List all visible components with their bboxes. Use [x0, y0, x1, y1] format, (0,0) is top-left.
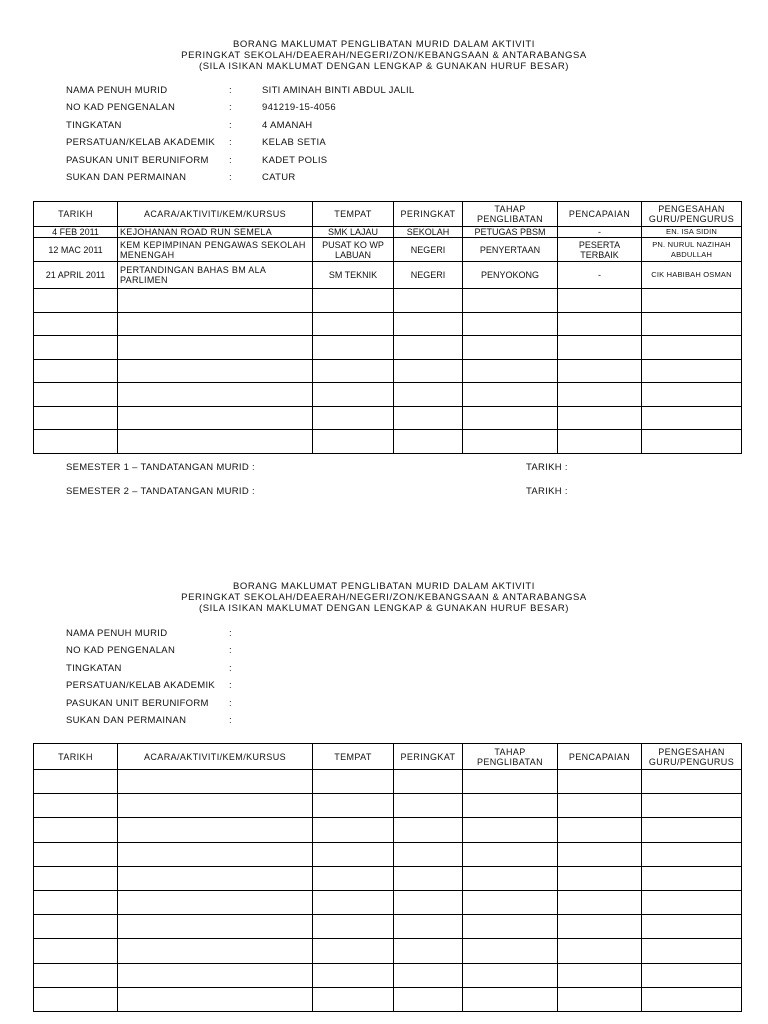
table-row-empty	[34, 963, 742, 987]
col-header-tempat: TEMPAT	[313, 744, 394, 770]
cell-tarikh[interactable]: 4 FEB 2011	[34, 227, 118, 238]
empty-cell[interactable]	[118, 336, 313, 360]
cell-tahap[interactable]: PETUGAS PBSM	[463, 227, 558, 238]
empty-cell[interactable]	[313, 818, 394, 842]
empty-cell[interactable]	[394, 818, 463, 842]
empty-cell[interactable]	[394, 770, 463, 794]
empty-cell[interactable]	[558, 430, 642, 454]
empty-cell[interactable]	[463, 987, 558, 1011]
table-row-empty	[34, 794, 742, 818]
empty-cell[interactable]	[34, 289, 118, 313]
col-header-acara: ACARA/AKTIVITI/KEM/KURSUS	[118, 744, 313, 770]
semester-2-signature: SEMESTER 2 – TANDATANGAN MURID :	[66, 486, 255, 497]
field-colon: :	[229, 714, 232, 726]
field-value[interactable]: CATUR	[262, 171, 296, 183]
empty-cell[interactable]	[118, 866, 313, 890]
form-1-header	[0, 39, 768, 72]
table-row-empty	[34, 383, 742, 407]
field-colon: :	[229, 680, 232, 692]
empty-cell[interactable]	[558, 383, 642, 407]
field-value[interactable]: KADET POLIS	[262, 154, 328, 166]
field-colon: :	[229, 697, 232, 709]
col-header-acara: ACARA/AKTIVITI/KEM/KURSUS	[118, 202, 313, 227]
empty-cell[interactable]	[558, 359, 642, 383]
header-line-1: BORANG MAKLUMAT PENGLIBATAN MURID DALAM AKTIVITI	[232, 581, 536, 592]
cell-acara[interactable]: KEJOHANAN ROAD RUN SEMELA	[118, 227, 313, 238]
cell-tahap[interactable]: PENYERTAAN	[463, 238, 558, 262]
empty-cell[interactable]	[34, 383, 118, 407]
table-row-empty	[34, 359, 742, 383]
field-colon: :	[229, 137, 232, 149]
empty-cell[interactable]	[394, 406, 463, 430]
table-header-row	[34, 202, 742, 227]
activity-table-2	[33, 743, 742, 1012]
empty-cell[interactable]	[34, 430, 118, 454]
table-row-empty	[34, 842, 742, 866]
empty-cell[interactable]	[394, 312, 463, 336]
table-row	[34, 262, 742, 289]
field-colon: :	[229, 662, 232, 674]
empty-cell[interactable]	[463, 359, 558, 383]
field-colon: :	[229, 119, 232, 131]
cell-pengesahan[interactable]: CIK HABIBAH OSMAN	[642, 262, 742, 289]
empty-cell[interactable]	[34, 939, 118, 963]
empty-cell[interactable]	[463, 289, 558, 313]
empty-cell[interactable]	[558, 289, 642, 313]
field-label: SUKAN DAN PERMAINAN	[66, 714, 187, 726]
table-row	[34, 238, 742, 262]
empty-cell[interactable]	[642, 818, 742, 842]
table-row-empty	[34, 289, 742, 313]
empty-cell[interactable]	[34, 359, 118, 383]
col-header-peringkat: PERINGKAT	[394, 202, 463, 227]
col-header-tarikh: TARIKH	[34, 744, 118, 770]
empty-cell[interactable]	[118, 794, 313, 818]
table-row-empty	[34, 890, 742, 914]
empty-cell[interactable]	[118, 963, 313, 987]
empty-cell[interactable]	[34, 842, 118, 866]
empty-cell[interactable]	[463, 770, 558, 794]
empty-cell[interactable]	[558, 939, 642, 963]
semester-1-date: TARIKH :	[526, 462, 568, 473]
field-label: NO KAD PENGENALAN	[66, 645, 176, 657]
empty-cell[interactable]	[558, 842, 642, 866]
empty-cell[interactable]	[463, 866, 558, 890]
field-colon: :	[229, 171, 232, 183]
field-colon: :	[229, 102, 232, 114]
empty-cell[interactable]	[313, 406, 394, 430]
empty-cell[interactable]	[313, 430, 394, 454]
cell-acara[interactable]: PERTANDINGAN BAHAS BM ALA PARLIMEN	[118, 262, 313, 289]
empty-cell[interactable]	[558, 770, 642, 794]
empty-cell[interactable]	[118, 383, 313, 407]
empty-cell[interactable]	[313, 312, 394, 336]
empty-cell[interactable]	[558, 406, 642, 430]
empty-cell[interactable]	[34, 312, 118, 336]
activity-table-1	[33, 201, 742, 454]
col-header-pengesahan: PENGESAHAN GURU/PENGURUS	[642, 202, 742, 227]
empty-cell[interactable]	[394, 866, 463, 890]
empty-cell[interactable]	[313, 866, 394, 890]
empty-cell[interactable]	[394, 359, 463, 383]
empty-cell[interactable]	[34, 987, 118, 1011]
cell-acara[interactable]: KEM KEPIMPINAN PENGAWAS SEKOLAH MENENGAH	[118, 238, 313, 262]
field-label: PASUKAN UNIT BERUNIFORM	[66, 697, 209, 709]
empty-cell[interactable]	[394, 383, 463, 407]
empty-cell[interactable]	[394, 794, 463, 818]
field-value[interactable]: 4 AMANAH	[262, 119, 313, 131]
cell-peringkat[interactable]: SEKOLAH	[394, 227, 463, 238]
field-label: SUKAN DAN PERMAINAN	[66, 171, 187, 183]
field-value[interactable]: KELAB SETIA	[262, 137, 327, 149]
semester-1-signature: SEMESTER 1 – TANDATANGAN MURID :	[66, 462, 255, 473]
col-header-tarikh: TARIKH	[34, 202, 118, 227]
cell-pencapaian[interactable]: -	[558, 227, 642, 238]
empty-cell[interactable]	[313, 336, 394, 360]
empty-cell[interactable]	[463, 336, 558, 360]
empty-cell[interactable]	[558, 336, 642, 360]
col-header-tempat: TEMPAT	[313, 202, 394, 227]
empty-cell[interactable]	[394, 987, 463, 1011]
empty-cell[interactable]	[463, 963, 558, 987]
col-header-peringkat: PERINGKAT	[394, 744, 463, 770]
empty-cell[interactable]	[118, 890, 313, 914]
empty-cell[interactable]	[642, 842, 742, 866]
header-line-2: PERINGKAT SEKOLAH/DEAERAH/NEGERI/ZON/KEBANGSAAN & ANTARABANGSA	[181, 592, 587, 603]
col-header-pencapaian: PENCAPAIAN	[558, 202, 642, 227]
empty-cell[interactable]	[118, 312, 313, 336]
cell-peringkat[interactable]: NEGERI	[394, 262, 463, 289]
col-header-pencapaian: PENCAPAIAN	[558, 744, 642, 770]
field-colon: :	[229, 645, 232, 657]
table-row-empty	[34, 312, 742, 336]
table-row-empty	[34, 430, 742, 454]
empty-cell[interactable]	[313, 890, 394, 914]
field-label: TINGKATAN	[66, 119, 122, 131]
field-value[interactable]: SITI AMINAH BINTI ABDUL JALIL	[262, 85, 415, 96]
empty-cell[interactable]	[642, 963, 742, 987]
cell-tarikh[interactable]: 21 APRIL 2011	[34, 262, 118, 289]
cell-tarikh[interactable]: 12 MAC 2011	[34, 238, 118, 262]
empty-cell[interactable]	[118, 987, 313, 1011]
field-label: NAMA PENUH MURID	[66, 628, 168, 639]
empty-cell[interactable]	[118, 939, 313, 963]
empty-cell[interactable]	[463, 818, 558, 842]
empty-cell[interactable]	[463, 915, 558, 939]
header-line-3: (SILA ISIKAN MAKLUMAT DENGAN LENGKAP & GUNAKAN HURUF BESAR)	[198, 61, 570, 72]
empty-cell[interactable]	[558, 915, 642, 939]
field-colon: :	[229, 628, 232, 639]
cell-tahap[interactable]: PENYOKONG	[463, 262, 558, 289]
empty-cell[interactable]	[394, 289, 463, 313]
table-row-empty	[34, 818, 742, 842]
col-header-tahap: TAHAP PENGLIBATAN	[463, 202, 558, 227]
empty-cell[interactable]	[642, 939, 742, 963]
empty-cell[interactable]	[313, 359, 394, 383]
empty-cell[interactable]	[463, 794, 558, 818]
table-row-empty	[34, 770, 742, 794]
empty-cell[interactable]	[394, 963, 463, 987]
cell-peringkat[interactable]: NEGERI	[394, 238, 463, 262]
cell-pencapaian[interactable]: PESERTA TERBAIK	[558, 238, 642, 262]
col-header-pengesahan: PENGESAHAN GURU/PENGURUS	[642, 744, 742, 770]
empty-cell[interactable]	[313, 963, 394, 987]
field-value[interactable]: 941219-15-4056	[262, 102, 336, 114]
cell-tempat[interactable]: PUSAT KO WP LABUAN	[313, 238, 394, 262]
header-line-3: (SILA ISIKAN MAKLUMAT DENGAN LENGKAP & GUNAKAN HURUF BESAR)	[198, 603, 570, 614]
empty-cell[interactable]	[34, 406, 118, 430]
field-label: NO KAD PENGENALAN	[66, 102, 176, 114]
empty-cell[interactable]	[642, 289, 742, 313]
empty-cell[interactable]	[118, 289, 313, 313]
empty-cell[interactable]	[394, 430, 463, 454]
field-label: PASUKAN UNIT BERUNIFORM	[66, 154, 209, 166]
empty-cell[interactable]	[118, 430, 313, 454]
empty-cell[interactable]	[642, 866, 742, 890]
empty-cell[interactable]	[558, 794, 642, 818]
empty-cell[interactable]	[558, 890, 642, 914]
empty-cell[interactable]	[118, 842, 313, 866]
empty-cell[interactable]	[118, 406, 313, 430]
cell-pengesahan[interactable]: PN. NURUL NAZIHAH ABDULLAH	[642, 238, 742, 262]
empty-cell[interactable]	[463, 430, 558, 454]
empty-cell[interactable]	[463, 939, 558, 963]
empty-cell[interactable]	[313, 770, 394, 794]
table-header-row	[34, 744, 742, 770]
table-row-empty	[34, 939, 742, 963]
empty-cell[interactable]	[642, 987, 742, 1011]
field-label: TINGKATAN	[66, 662, 122, 674]
table-row-empty	[34, 915, 742, 939]
table-row-empty	[34, 336, 742, 360]
empty-cell[interactable]	[394, 939, 463, 963]
empty-cell[interactable]	[463, 383, 558, 407]
header-line-1: BORANG MAKLUMAT PENGLIBATAN MURID DALAM AKTIVITI	[232, 39, 536, 50]
header-line-2: PERINGKAT SEKOLAH/DEAERAH/NEGERI/ZON/KEBANGSAAN & ANTARABANGSA	[181, 50, 587, 61]
empty-cell[interactable]	[642, 312, 742, 336]
empty-cell[interactable]	[463, 842, 558, 866]
empty-cell[interactable]	[34, 818, 118, 842]
empty-cell[interactable]	[642, 359, 742, 383]
field-colon: :	[229, 85, 232, 96]
table-row-empty	[34, 866, 742, 890]
empty-cell[interactable]	[34, 770, 118, 794]
cell-tempat[interactable]: SMK LAJAU	[313, 227, 394, 238]
empty-cell[interactable]	[463, 890, 558, 914]
field-colon: :	[229, 154, 232, 166]
empty-cell[interactable]	[313, 289, 394, 313]
empty-cell[interactable]	[394, 336, 463, 360]
cell-tempat[interactable]: SM TEKNIK	[313, 262, 394, 289]
empty-cell[interactable]	[313, 842, 394, 866]
empty-cell[interactable]	[313, 987, 394, 1011]
empty-cell[interactable]	[34, 915, 118, 939]
field-label: NAMA PENUH MURID	[66, 85, 168, 96]
empty-cell[interactable]	[463, 406, 558, 430]
empty-cell[interactable]	[34, 336, 118, 360]
table-row-empty	[34, 406, 742, 430]
empty-cell[interactable]	[558, 987, 642, 1011]
empty-cell[interactable]	[558, 963, 642, 987]
empty-cell[interactable]	[642, 915, 742, 939]
table-row	[34, 227, 742, 238]
table-row-empty	[34, 987, 742, 1011]
empty-cell[interactable]	[642, 336, 742, 360]
empty-cell[interactable]	[118, 359, 313, 383]
cell-pengesahan[interactable]: EN. ISA SIDIN	[642, 227, 742, 238]
empty-cell[interactable]	[313, 383, 394, 407]
field-label: PERSATUAN/KELAB AKADEMIK	[66, 680, 216, 692]
empty-cell[interactable]	[34, 794, 118, 818]
empty-cell[interactable]	[558, 866, 642, 890]
empty-cell[interactable]	[34, 890, 118, 914]
empty-cell[interactable]	[394, 842, 463, 866]
empty-cell[interactable]	[642, 794, 742, 818]
field-label: PERSATUAN/KELAB AKADEMIK	[66, 137, 216, 149]
empty-cell[interactable]	[313, 794, 394, 818]
empty-cell[interactable]	[118, 770, 313, 794]
empty-cell[interactable]	[642, 430, 742, 454]
empty-cell[interactable]	[34, 963, 118, 987]
empty-cell[interactable]	[34, 866, 118, 890]
empty-cell[interactable]	[394, 915, 463, 939]
col-header-tahap: TAHAP PENGLIBATAN	[463, 744, 558, 770]
cell-pencapaian[interactable]: -	[558, 262, 642, 289]
empty-cell[interactable]	[642, 890, 742, 914]
empty-cell[interactable]	[313, 939, 394, 963]
empty-cell[interactable]	[642, 406, 742, 430]
empty-cell[interactable]	[558, 312, 642, 336]
semester-2-date: TARIKH :	[526, 486, 568, 497]
empty-cell[interactable]	[394, 890, 463, 914]
empty-cell[interactable]	[118, 915, 313, 939]
empty-cell[interactable]	[642, 770, 742, 794]
empty-cell[interactable]	[558, 818, 642, 842]
empty-cell[interactable]	[463, 312, 558, 336]
empty-cell[interactable]	[642, 383, 742, 407]
empty-cell[interactable]	[118, 818, 313, 842]
form-2-header	[0, 581, 768, 614]
empty-cell[interactable]	[313, 915, 394, 939]
